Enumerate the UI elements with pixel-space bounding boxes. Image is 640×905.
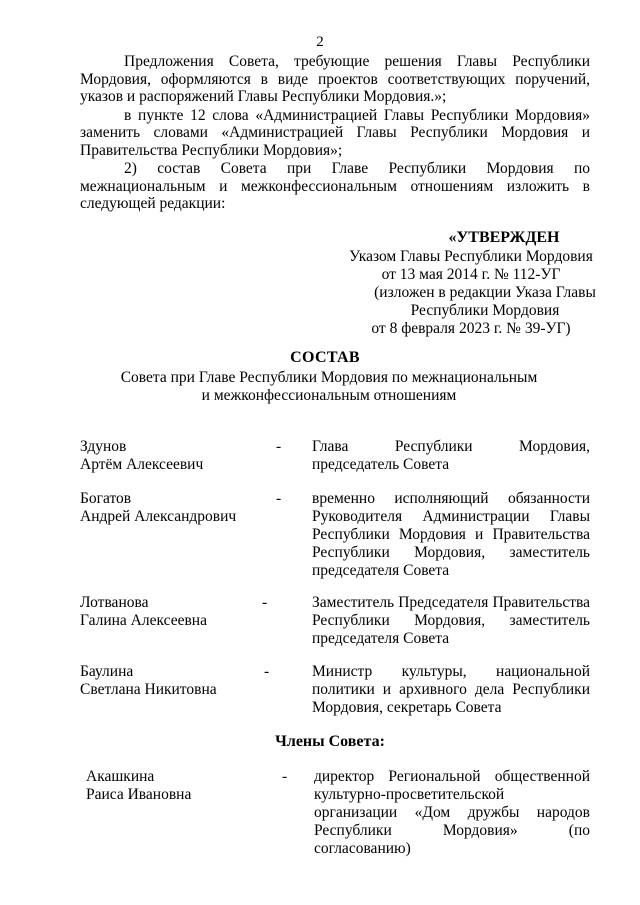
approval-edition: от 8 февраля 2023 г. № 39-УГ) <box>371 320 571 337</box>
member-role: Министр культуры, национальной политики и архивного дела Республики Мордовия, секретарь Совета <box>312 663 590 716</box>
approval-decree: Указом Главы Республики Мордовия <box>349 248 593 265</box>
page-number: 2 <box>316 34 324 50</box>
member-surname: Акашкина <box>86 768 155 785</box>
member-dash: - <box>276 490 282 507</box>
approval-edition: (изложен в редакции Указа Главы <box>374 284 596 301</box>
approval-date: от 13 мая 2014 г. № 112-УГ <box>381 266 561 283</box>
intro-paragraph: 2) состав Совета при Главе Республики Мордовия по межнациональным и межконфессиональным отношениям изложить в следующей редакции: <box>80 160 590 212</box>
member-dash: - <box>262 594 268 611</box>
composition-subtitle-line: и межконфессиональным отношениям <box>201 387 457 404</box>
composition-subtitle-line: Совета при Главе Республики Мордовия по межнациональным <box>120 369 538 386</box>
member-name <box>80 594 270 630</box>
intro-paragraph: в пункте 12 слова «Администрацией Главы Республики Мордовия» заменить словами «Администрацией Главы Республики Мордовия и Правительства Республики Мордовия»; <box>80 106 590 159</box>
member-given-names: Галина Алексеевна <box>80 612 207 629</box>
member-dash: - <box>276 438 282 455</box>
member-role: Глава Республики Мордовия, председатель Совета <box>312 438 590 473</box>
composition-title: СОСТАВ <box>290 349 360 366</box>
member-role: временно исполняющий обязанности Руководителя Администрации Главы Республики Мордовия и Правительства Республики Мордовия, заместитель председателя Совета <box>312 490 590 579</box>
member-surname: Здунов <box>80 438 127 455</box>
member-dash: - <box>264 663 270 680</box>
member-given-names: Артём Алексеевич <box>80 456 204 473</box>
member-name <box>80 438 270 474</box>
member-name <box>86 768 276 804</box>
member-surname: Баулина <box>80 663 134 680</box>
member-given-names: Андрей Александрович <box>80 508 237 525</box>
member-dash: - <box>282 768 288 785</box>
composition-subtitle <box>0 369 640 405</box>
approval-title: «УТВЕРЖДЕН <box>448 229 560 246</box>
approval-edition: Республики Мордовия <box>410 302 560 319</box>
member-name <box>80 490 270 526</box>
member-given-names: Светлана Никитовна <box>80 681 217 698</box>
member-given-names: Раиса Ивановна <box>86 786 192 803</box>
member-role: директор Региональной общественной культурно-просветительской организации «Дом дружбы народов Республики Мордовия» (по согласованию) <box>314 768 590 857</box>
approval-stamp <box>346 229 596 338</box>
intro-text <box>80 53 590 214</box>
member-surname: Лотванова <box>80 594 149 611</box>
members-heading: Члены Совета: <box>275 733 385 750</box>
intro-paragraph: Предложения Совета, требующие решения Главы Республики Мордовия, оформляются в виде проектов соответствующих поручений, указов и распоряжений Главы Республики Мордовия.»; <box>80 53 590 105</box>
member-role: Заместитель Председателя Правительства Республики Мордовия, заместитель председателя Совета <box>312 594 590 647</box>
member-name <box>80 663 270 699</box>
member-surname: Богатов <box>80 490 132 507</box>
